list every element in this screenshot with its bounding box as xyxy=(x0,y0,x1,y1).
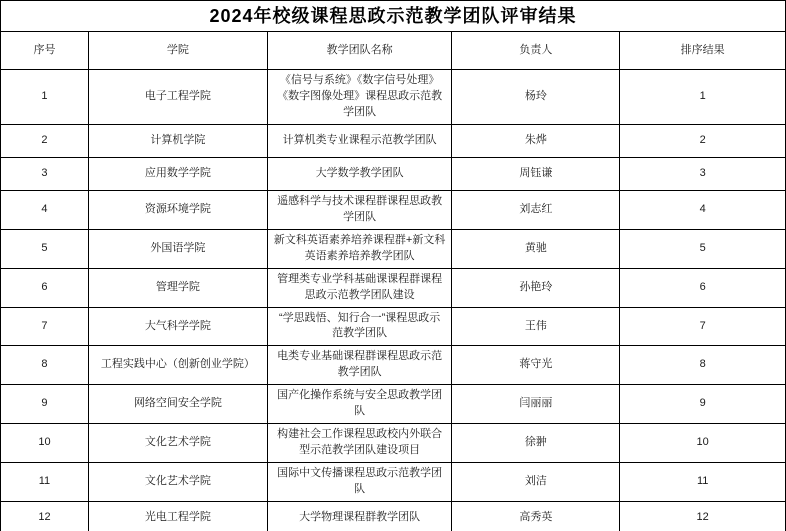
cell-ranking: 3 xyxy=(620,157,786,190)
cell-college: 管理学院 xyxy=(88,268,267,307)
cell-leader: 孙艳玲 xyxy=(452,268,620,307)
cell-leader: 王伟 xyxy=(452,307,620,346)
table-row xyxy=(1,463,786,502)
cell-ranking: 7 xyxy=(620,307,786,346)
cell-college: 大气科学学院 xyxy=(88,307,267,346)
col-header-leader: 负责人 xyxy=(452,32,620,70)
table-row xyxy=(1,157,786,190)
cell-team-name: 《信号与系统》《数字信号处理》《数字图像处理》课程思政示范教学团队 xyxy=(267,70,451,125)
cell-index: 1 xyxy=(1,70,89,125)
cell-index: 3 xyxy=(1,157,89,190)
cell-leader: 闫丽丽 xyxy=(452,385,620,424)
cell-leader: 徐翀 xyxy=(452,424,620,463)
col-header-ranking: 排序结果 xyxy=(620,32,786,70)
col-header-college: 学院 xyxy=(88,32,267,70)
cell-college: 光电工程学院 xyxy=(88,501,267,531)
table-row xyxy=(1,385,786,424)
cell-team-name: “学思践悟、知行合一”课程思政示范教学团队 xyxy=(267,307,451,346)
table-row xyxy=(1,346,786,385)
cell-index: 2 xyxy=(1,124,89,157)
cell-ranking: 4 xyxy=(620,190,786,229)
cell-leader: 黄驰 xyxy=(452,229,620,268)
cell-team-name: 计算机类专业课程示范教学团队 xyxy=(267,124,451,157)
table-row xyxy=(1,229,786,268)
title-row xyxy=(1,1,786,32)
cell-index: 12 xyxy=(1,501,89,531)
table-row xyxy=(1,307,786,346)
cell-index: 11 xyxy=(1,463,89,502)
cell-team-name: 构建社会工作课程思政校内外联合型示范教学团队建设项目 xyxy=(267,424,451,463)
table-row xyxy=(1,70,786,125)
col-header-team-name: 教学团队名称 xyxy=(267,32,451,70)
cell-college: 资源环境学院 xyxy=(88,190,267,229)
table-row xyxy=(1,124,786,157)
table-row xyxy=(1,501,786,531)
cell-index: 8 xyxy=(1,346,89,385)
cell-index: 5 xyxy=(1,229,89,268)
cell-ranking: 1 xyxy=(620,70,786,125)
cell-index: 6 xyxy=(1,268,89,307)
cell-college: 文化艺术学院 xyxy=(88,463,267,502)
cell-leader: 刘志红 xyxy=(452,190,620,229)
cell-ranking: 11 xyxy=(620,463,786,502)
cell-college: 电子工程学院 xyxy=(88,70,267,125)
cell-college: 工程实践中心（创新创业学院） xyxy=(88,346,267,385)
cell-ranking: 2 xyxy=(620,124,786,157)
cell-college: 应用数学学院 xyxy=(88,157,267,190)
cell-team-name: 管理类专业学科基础课课程群课程思政示范教学团队建设 xyxy=(267,268,451,307)
cell-index: 7 xyxy=(1,307,89,346)
cell-college: 文化艺术学院 xyxy=(88,424,267,463)
cell-team-name: 遥感科学与技术课程群课程思政教学团队 xyxy=(267,190,451,229)
cell-index: 4 xyxy=(1,190,89,229)
cell-ranking: 8 xyxy=(620,346,786,385)
cell-leader: 杨玲 xyxy=(452,70,620,125)
cell-ranking: 5 xyxy=(620,229,786,268)
cell-college: 网络空间安全学院 xyxy=(88,385,267,424)
table-row xyxy=(1,424,786,463)
cell-index: 9 xyxy=(1,385,89,424)
cell-team-name: 国产化操作系统与安全思政教学团队 xyxy=(267,385,451,424)
table-row xyxy=(1,190,786,229)
cell-college: 计算机学院 xyxy=(88,124,267,157)
cell-ranking: 12 xyxy=(620,501,786,531)
cell-index: 10 xyxy=(1,424,89,463)
cell-ranking: 10 xyxy=(620,424,786,463)
col-header-index: 序号 xyxy=(1,32,89,70)
cell-team-name: 大学物理课程群教学团队 xyxy=(267,501,451,531)
header-row xyxy=(1,32,786,70)
table-row xyxy=(1,268,786,307)
cell-team-name: 大学数学教学团队 xyxy=(267,157,451,190)
cell-leader: 高秀英 xyxy=(452,501,620,531)
cell-leader: 周钰谦 xyxy=(452,157,620,190)
page-title: 2024年校级课程思政示范教学团队评审结果 xyxy=(1,1,786,32)
cell-leader: 蒋守光 xyxy=(452,346,620,385)
cell-team-name: 新文科英语素养培养课程群+新文科英语素养培养教学团队 xyxy=(267,229,451,268)
cell-leader: 朱烨 xyxy=(452,124,620,157)
cell-team-name: 国际中文传播课程思政示范教学团队 xyxy=(267,463,451,502)
cell-college: 外国语学院 xyxy=(88,229,267,268)
cell-team-name: 电类专业基础课程群课程思政示范教学团队 xyxy=(267,346,451,385)
cell-ranking: 6 xyxy=(620,268,786,307)
cell-leader: 刘洁 xyxy=(452,463,620,502)
cell-ranking: 9 xyxy=(620,385,786,424)
